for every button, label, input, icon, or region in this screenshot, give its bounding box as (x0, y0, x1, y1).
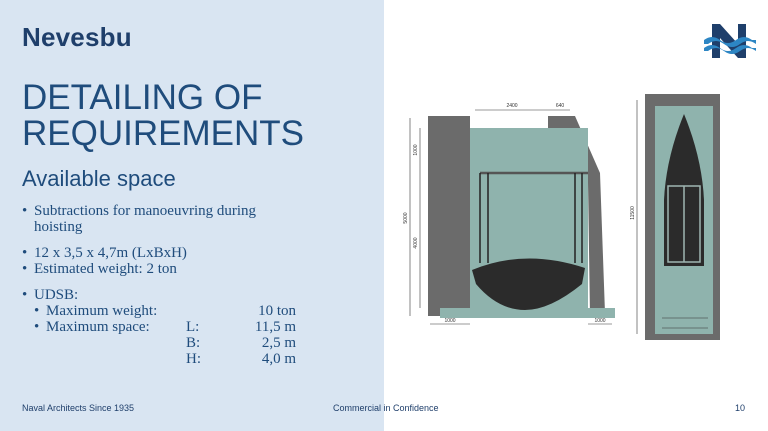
title-line-2: REQUIREMENTS (22, 114, 304, 153)
dim-l-label: L: (186, 319, 200, 335)
dim-side-lower: 4000 (413, 237, 419, 249)
dim-l-value: 11,5 m (254, 319, 296, 335)
footer-confidential: Commercial in Confidence (333, 403, 439, 413)
max-space-label: • Maximum space: (46, 319, 150, 335)
dim-h-row (46, 351, 362, 367)
dim-b-row (46, 335, 362, 351)
page-number: 10 (735, 403, 746, 413)
dim-side-total: 5000 (403, 212, 409, 224)
dim-side-upper: 1000 (413, 144, 419, 156)
max-weight-value: 10 ton (258, 303, 296, 319)
dim-b-label: B: (186, 335, 201, 351)
bullet-max-space (34, 319, 362, 335)
dim-top-right: 640 (555, 103, 565, 109)
dim-b-value: 2,5 m (261, 335, 296, 351)
left-wall (428, 116, 470, 316)
dim-plan-length: 11500 (630, 206, 636, 220)
nevesbu-logo-icon (704, 18, 756, 64)
bullet-max-weight (34, 303, 362, 319)
bullet-subtractions (22, 203, 362, 235)
bullet-list (22, 203, 362, 367)
dim-h-label: H: (186, 351, 201, 367)
footer-tagline: Naval Architects Since 1935 (22, 403, 135, 413)
elevation-view (403, 103, 615, 324)
dim-bottom-left: 1000 (444, 318, 456, 324)
brand-name: Nevesbu (22, 22, 132, 52)
hoisting-space-drawing (400, 88, 745, 346)
dim-bottom-right: 1000 (594, 318, 606, 324)
slide-subtitle: Available space (22, 166, 176, 191)
bullet-udsb: • UDSB: (22, 287, 362, 303)
bullet-text-cont: hoisting (34, 219, 83, 235)
bullet-dimensions: • 12 x 3,5 x 4,7m (LxBxH) (22, 245, 362, 261)
plan-view (630, 94, 720, 340)
max-weight-label: • Maximum weight: (46, 303, 158, 319)
title-line-1: DETAILING OF (22, 78, 263, 117)
dim-top-width: 2400 (506, 103, 518, 109)
bullet-weight: • Estimated weight: 2 ton (22, 261, 362, 277)
bullet-text: • Subtractions for manoeuvring during (34, 203, 257, 219)
dim-h-value: 4,0 m (261, 351, 296, 367)
slide-title (22, 80, 304, 152)
